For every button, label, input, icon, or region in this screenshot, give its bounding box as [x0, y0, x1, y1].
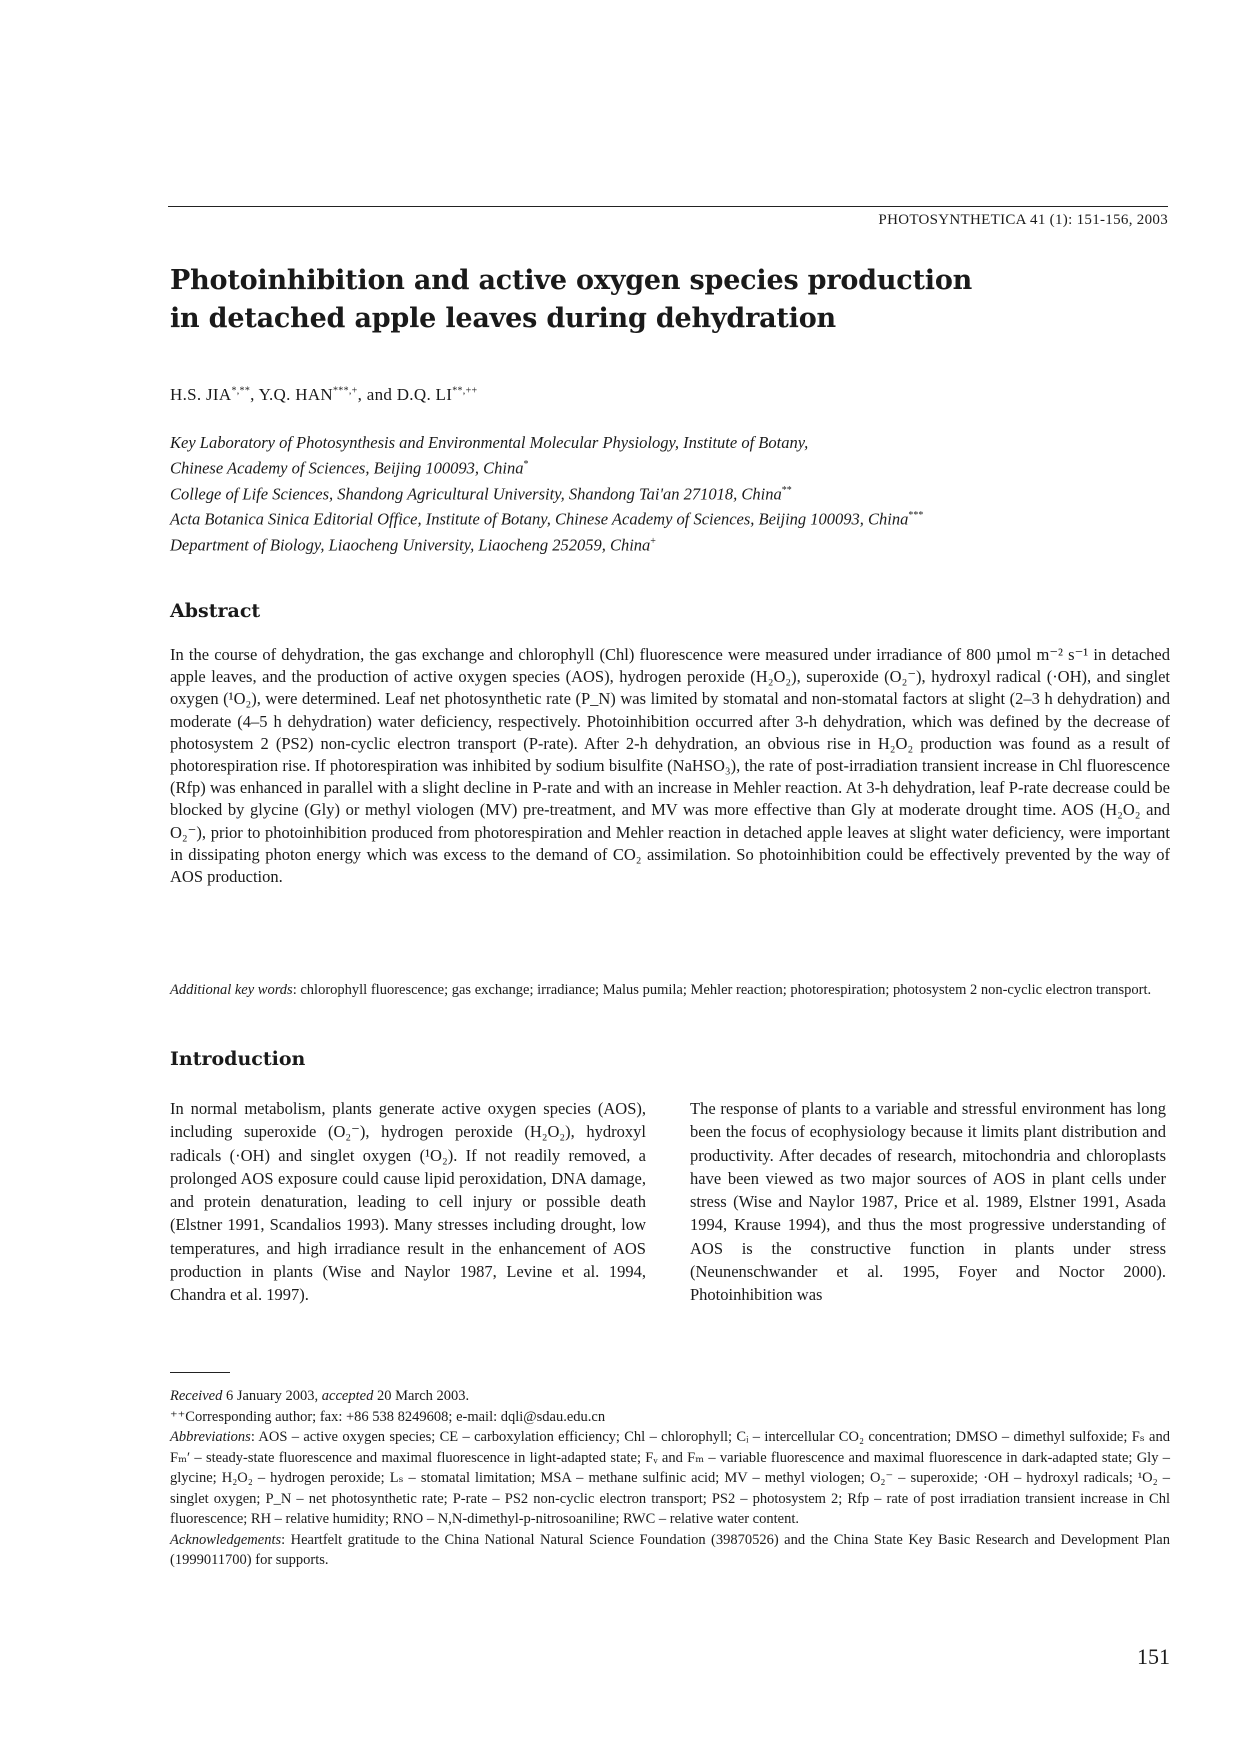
affiliation-line [170, 531, 1180, 557]
abbreviations-note [170, 1427, 1170, 1530]
corresponding-author-note: ⁺⁺Corresponding author; fax: +86 538 8249608; e-mail: dqli@sdau.edu.cn [170, 1408, 606, 1425]
footnotes [170, 1386, 1170, 1571]
abstract-text: In the course of dehydration, the gas exchange and chlorophyll (Chl) fluorescence were measured under irradiance of 800 µmol m⁻² s⁻¹ in detached apple leaves, and the production of active oxygen species (AOS), hydrogen peroxide (H₂O₂), superoxide (O₂⁻), hydroxyl radical (·OH), and singlet oxygen (¹O₂), were determined. Leaf net photosynthetic rate (P_N) was limited by stomatal and non-stomatal factors at slight (2–3 h dehydration) and moderate (4–5 h dehydration) water deficiency, respectively. Photoinhibition occurred after 3-h dehydration, which was defined by the decrease of photosystem 2 (PS2) non-cyclic electron transport (P-rate). After 2-h dehydration, an obvious rise in H₂O₂ production was found as a result of photorespiration rise. If photorespiration was inhibited by sodium bisulfite (NaHSO₃), the rate of post-irradiation transient increase in Chl fluorescence (Rfp) was enhanced in parallel with a slight decline in P-rate and with an increase in Mehler reaction. At 3-h dehydration, leaf P-rate decrease could be blocked by glycine (Gly) or methyl viologen (MV) pre-treatment, and MV was more effective than Gly at moderate drought time. AOS (H₂O₂ and O₂⁻), prior to photoinhibition produced from photorespiration and Mehler reaction in detached apple leaves at slight water deficiency, were important in dissipating photon energy which was excess to the demand of CO₂ assimilation. So photoinhibition could be effectively prevented by the way of AOS production. [170, 645, 1170, 887]
received-label: Received [170, 1388, 223, 1404]
header-rule [168, 206, 1168, 207]
introduction-right-column: The response of plants to a variable and stressful environment has long been the focus of ecophysiology because it limits plant distribution and productivity. After decades of research, mitochondria and chloroplasts have been viewed as two major sources of AOS in plant cells under stress (Wise and Naylor 1987, Price et al. 1989, Elstner 1991, Asada 1994, Krause 1994), and thus the most progressive understanding of AOS is the constructive function in plants under stress (Neunenschwander et al. 1995, Foyer and Noctor 2000). Photoinhibition was [690, 1099, 1166, 1305]
received-date: 6 January 2003, [222, 1388, 322, 1404]
and-word: and [366, 385, 393, 404]
affiliation-text: College of Life Sciences, Shandong Agricultural University, Shandong Tai'an 271018, China [170, 484, 782, 503]
accepted-date: 20 March 2003. [373, 1388, 470, 1404]
affiliation-text: Key Laboratory of Photosynthesis and Environmental Molecular Physiology, Institute of Botany, [170, 433, 809, 452]
acknowledgements-text: : Heartfelt gratitude to the China National Natural Science Foundation (39870526) and the China State Key Basic Research and Development Plan (1999011700) for supports. [170, 1531, 1170, 1568]
affiliation-line [170, 454, 1180, 480]
affiliation-line [170, 432, 1180, 454]
author-name: Y.Q. HAN [258, 385, 333, 404]
received-note [170, 1386, 1170, 1407]
affiliation-mark: ** [781, 484, 792, 496]
affiliation-text: Chinese Academy of Sciences, Beijing 100093, China [170, 458, 524, 478]
acknowledgements-note [170, 1530, 1170, 1571]
affiliation-line [170, 505, 1180, 531]
affiliation-text: Department of Biology, Liaocheng University, Liaocheng 252059, China [170, 535, 651, 554]
affiliation-text: Acta Botanica Sinica Editorial Office, Institute of Botany, Chinese Academy of Sciences, Beijing 100093, China [170, 509, 909, 529]
title-line-1: Photoinhibition and active oxygen species production [170, 265, 973, 296]
author-name: H.S. JIA [170, 385, 232, 404]
affiliation-mark: ***,+ [332, 385, 358, 397]
abstract-heading: Abstract [170, 600, 261, 622]
footnote-rule [170, 1372, 230, 1373]
affiliation-mark: * [523, 459, 529, 470]
abbreviations-label: Abbreviations [170, 1429, 251, 1445]
introduction-left-column: In normal metabolism, plants generate active oxygen species (AOS), including superoxide (O₂⁻), hydrogen peroxide (H₂O₂), hydroxyl radicals (·OH) and singlet oxygen (¹O₂). If not readily removed, a prolonged AOS exposure could cause lipid peroxidation, DNA damage, and protein denaturation, leading to cell injury or possible death (Elstner 1991, Scandalios 1993). Many stresses including drought, low temperatures, and high irradiance result in the enhancement of AOS production in plants (Wise and Naylor 1987, Levine et al. 1994, Chandra et al. 1997). [170, 1099, 646, 1305]
acknowledgements-label: Acknowledgements [170, 1531, 282, 1548]
affiliation-mark: *** [908, 510, 924, 521]
accepted-label: accepted [321, 1388, 374, 1404]
author-name: D.Q. LI [396, 385, 453, 404]
keywords-text: : chlorophyll fluorescence; gas exchange; irradiance; Malus pumila; Mehler reaction; photorespiration; photosystem 2 non-cyclic electron transport. [292, 982, 1152, 998]
affiliation-list [170, 432, 1180, 556]
title-line-2: in detached apple leaves during dehydration [170, 303, 836, 334]
affiliation-line [170, 480, 1180, 506]
introduction-heading: Introduction [170, 1048, 306, 1070]
page-number: 151 [1137, 1644, 1170, 1669]
affiliation-mark: *,** [231, 385, 251, 397]
keywords [170, 980, 1170, 1000]
affiliation-mark: + [650, 535, 656, 547]
article-title [170, 262, 1070, 338]
affiliation-mark: **,++ [452, 385, 478, 397]
abbreviations-text: : AOS – active oxygen species; CE – carboxylation efficiency; Chl – chlorophyll; Cᵢ – intercellular CO₂ concentration; DMSO – dimethyl sulfoxide; Fₛ and Fₘ′ – steady-state fluorescence and maximal fluorescence in light-adapted state; Fᵥ and Fₘ – variable fluorescence and maximal fluorescence in dark-adapted state; Gly – glycine; H₂O₂ – hydrogen peroxide; Lₛ – stomatal limitation; MSA – methane sulfinic acid; MV – methyl viologen; O₂⁻ – superoxide; ·OH – hydroxyl radicals; ¹O₂ – singlet oxygen; P_N – net photosynthetic rate; P-rate – PS2 non-cyclic electron transport; PS2 – photosystem 2; Rfp – rate of post irradiation transient increase in Chl fluorescence; RH – relative humidity; RNO – N,N-dimethyl-p-nitrosoaniline; RWC – relative water content. [170, 1429, 1170, 1527]
author-list: H.S. JIA*,**, Y.Q. HAN***,+, and D.Q. LI**,++ [170, 385, 478, 404]
journal-reference: PHOTOSYNTHETICA 41 (1): 151-156, 2003 [878, 212, 1168, 228]
keywords-label: Additional key words [170, 982, 293, 998]
